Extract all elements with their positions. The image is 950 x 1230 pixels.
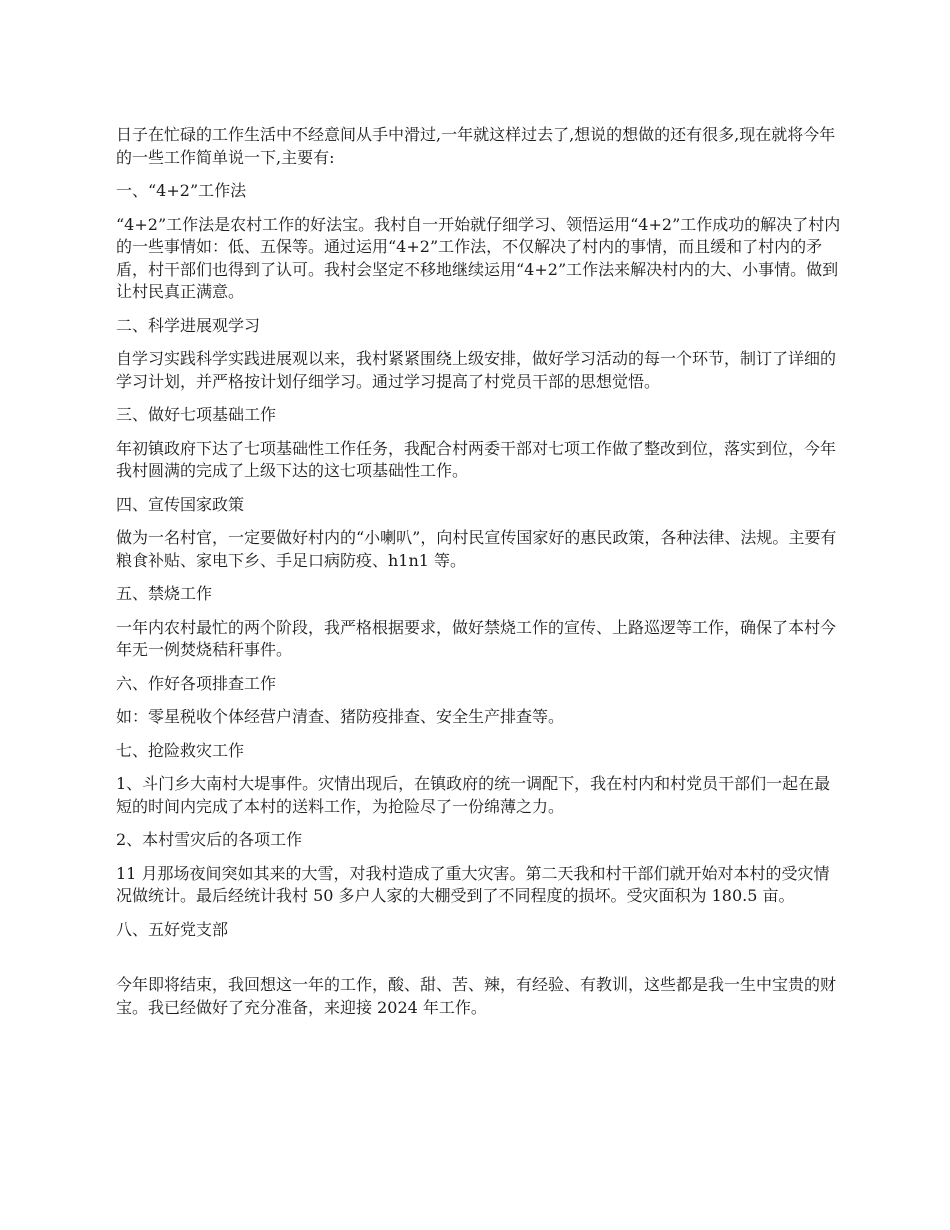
subsection-paragraph-7-2: 11 月那场夜间突如其来的大雪，对我村造成了重大灾害。第二天我和村干部们就开始对本村的受灾情况做统计。最后经统计我村 50 多户人家的大棚受到了不同程度的损坏。受灾面积为 180.5 亩。 <box>116 863 830 905</box>
subsection-paragraph-7-1: 1、斗门乡大南村大堤事件。灾情出现后，在镇政府的统一调配下，我在村内和村党员干部们一起在最短的时间内完成了本村的送料工作，为抢险尽了一份绵薄之力。 <box>116 774 831 816</box>
section-heading-7: 七、抢险救灾工作 <box>116 740 245 760</box>
section-paragraph-1: “4+2”工作法是农村工作的好法宝。我村自一开始就仔细学习、领悟运用“4+2”工作成功的解决了村内的一些事情如：低、五保等。通过运用“4+2”工作法，不仅解决了村内的事情，而且缓和了村内的矛盾，村干部们也得到了认可。我村会坚定不移地继续运用“4+2”工作法来解决村内的大、小事情。做到让村民真正满意。 <box>116 214 841 301</box>
section-heading-8: 八、五好党支部 <box>116 919 229 939</box>
intro-paragraph: 日子在忙碌的工作生活中不经意间从手中滑过,一年就这样过去了,想说的想做的还有很多,现在就将今年的一些工作简单说一下,主要有: <box>116 125 836 167</box>
blank-gap <box>116 952 842 963</box>
subsection-heading-7-2: 2、本村雪灾后的各项工作 <box>116 830 303 849</box>
document-body <box>116 124 842 1030</box>
section-heading-3: 三、做好七项基础工作 <box>116 405 277 424</box>
section-heading-2: 二、科学进展观学习 <box>116 315 261 335</box>
section-paragraph-5: 一年内农村最忙的两个阶段，我严格根据要求，做好禁烧工作的宣传、上路巡逻等工作，确保了本村今年无一例焚烧秸秆事件。 <box>116 617 837 659</box>
section-heading-4: 四、宣传国家政策 <box>116 494 245 514</box>
section-paragraph-2: 自学习实践科学实践进展观以来，我村紧紧围绕上级安排，做好学习活动的每一个环节，制订了详细的学习计划，并严格按计划仔细学习。通过学习提高了村党员干部的思想觉悟。 <box>116 349 837 391</box>
section-heading-1: 一、“4+2”工作法 <box>116 181 247 200</box>
section-paragraph-3: 年初镇政府下达了七项基础性工作任务，我配合村两委干部对七项工作做了整改到位，落实到位，今年我村圆满的完成了上级下达的这七项基础性工作。 <box>116 438 837 480</box>
section-paragraph-6: 如：零星税收个体经营户清查、猪防疫排查、安全生产排查等。 <box>116 707 565 726</box>
section-heading-6: 六、作好各项排查工作 <box>116 673 277 693</box>
closing-paragraph: 今年即将结束，我回想这一年的工作，酸、甜、苦、辣，有经验、有教训，这些都是我一生中宝贵的财宝。我已经做好了充分准备，来迎接 2024 年工作。 <box>116 975 837 1017</box>
section-paragraph-4: 做为一名村官，一定要做好村内的“小喇叭”，向村民宣传国家好的惠民政策，各种法律、法规。主要有粮食补贴、家电下乡、手足口病防疫、h1n1 等。 <box>116 528 837 570</box>
section-heading-5: 五、禁烧工作 <box>116 584 213 603</box>
